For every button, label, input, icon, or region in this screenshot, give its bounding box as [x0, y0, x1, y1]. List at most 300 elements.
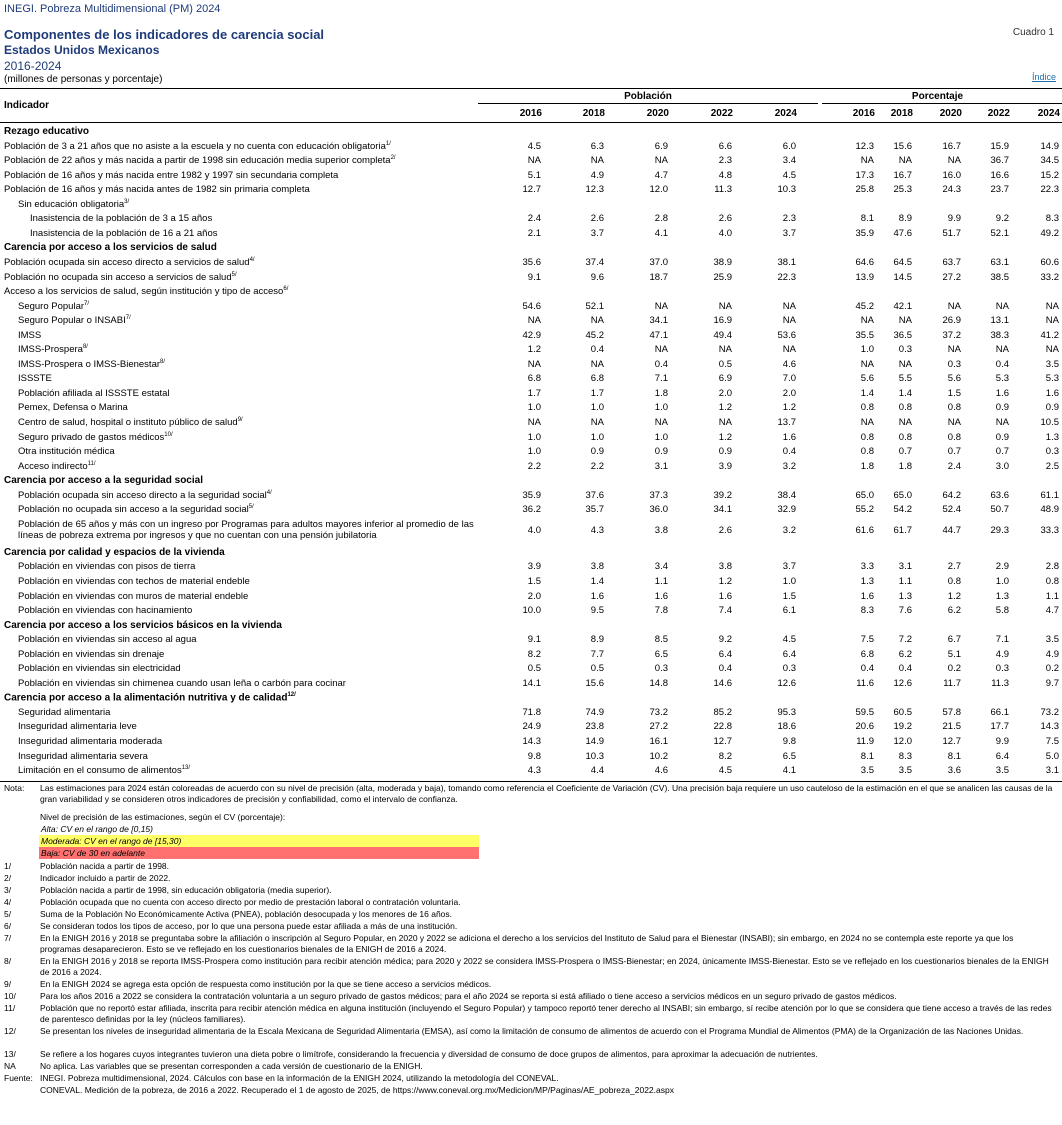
poblacion-value: 11.3	[714, 184, 732, 196]
porcentaje-value: 1.0	[860, 344, 874, 356]
poblacion-value: 27.2	[649, 721, 668, 733]
poblacion-value: 9.8	[782, 736, 796, 747]
poblacion-value: 23.8	[585, 721, 604, 733]
poblacion-value: 4.0	[527, 524, 541, 536]
porcentaje-value: 11.7	[943, 677, 961, 689]
poblacion-value: 22.3	[777, 271, 796, 283]
poblacion-value: 13.7	[777, 417, 796, 428]
indicator-text: Población afiliada al ISSSTE estatal	[18, 387, 170, 399]
indicator-label	[18, 388, 170, 399]
indicator-label	[18, 605, 192, 616]
poblacion-value: 7.7	[590, 648, 604, 660]
footnote-ref: 4/	[249, 256, 255, 263]
poblacion-value: 16.9	[713, 315, 732, 327]
porcentaje-value: 0.2	[947, 663, 961, 675]
porcentaje-value: 0.8	[860, 446, 874, 458]
porcentaje-value: 16.7	[893, 169, 912, 181]
poblacion-value: 3.4	[782, 155, 796, 167]
porcentaje-value: 2.5	[1045, 460, 1059, 472]
poblacion-value: 6.5	[654, 648, 668, 660]
table-row	[0, 663, 1062, 678]
indicator-text: Población ocupada sin acceso directo a servicios de salud	[4, 257, 250, 269]
poblacion-value: 10.0	[522, 605, 541, 617]
section-label	[4, 475, 203, 486]
porcentaje-value: 8.9	[898, 213, 912, 225]
poblacion-value: 1.5	[527, 575, 541, 587]
porcentaje-value: 1.0	[995, 575, 1009, 587]
indicator-label	[4, 155, 396, 166]
indicator-label	[18, 519, 480, 541]
poblacion-value: 1.0	[527, 402, 541, 414]
indicator-text: Población de 16 años y más nacida antes de 1982 sin primaria completa	[4, 184, 310, 196]
porcentaje-value: 0.8	[898, 402, 912, 414]
group-header-poblacion: Población	[624, 91, 672, 102]
table-row	[0, 519, 1062, 545]
indicator-label	[18, 678, 346, 689]
porcentaje-value: 0.8	[947, 575, 961, 587]
porcentaje-value: 14.5	[893, 271, 912, 283]
note-key: 3/	[4, 884, 12, 895]
porcentaje-value: 64.6	[855, 256, 874, 268]
indicator-text: Inseguridad alimentaria moderada	[18, 736, 163, 747]
porcentaje-value: 6.2	[947, 605, 961, 617]
porcentaje-value: 60.6	[1040, 256, 1059, 268]
table-row	[0, 504, 1062, 519]
poblacion-value: 9.1	[527, 271, 541, 283]
porcentaje-value: 65.0	[893, 489, 912, 501]
indicator-label	[18, 634, 197, 645]
poblacion-value: 1.6	[590, 590, 604, 602]
porcentaje-value: 1.3	[898, 590, 912, 602]
note-text: CONEVAL. Medición de la pobreza, de 2016 a 2022. Recuperado el 1 de agosto de 2025, de https://www.coneval.org.mx/Medicion/MP/Paginas/AE_pobreza_2022.aspx	[40, 1084, 674, 1095]
porcentaje-value: 5.0	[1045, 750, 1059, 762]
poblacion-value: 1.0	[590, 431, 604, 443]
poblacion-value: 4.6	[782, 358, 796, 370]
poblacion-value: 15.6	[585, 677, 604, 689]
porcentaje-value: NA	[860, 417, 874, 428]
poblacion-value: 8.2	[527, 648, 541, 660]
porcentaje-value: 12.3	[855, 140, 874, 152]
indicator-text: Población de 3 a 21 años que no asiste a la escuela y no cuenta con educación obligatoria	[4, 140, 386, 152]
poblacion-value: 3.2	[782, 524, 796, 536]
poblacion-value: 1.8	[654, 387, 668, 399]
porcentaje-value: 3.5	[995, 765, 1009, 777]
indicator-text: Inseguridad alimentaria severa	[18, 750, 148, 762]
indicator-label	[18, 373, 52, 384]
poblacion-value: NA	[527, 155, 541, 167]
section-header-row	[0, 126, 1062, 141]
indicator-text: Acceso a los servicios de salud, según institución y tipo de acceso	[4, 286, 284, 298]
porcentaje-value: 38.5	[990, 271, 1009, 283]
table-row	[0, 751, 1062, 766]
porcentaje-value: 19.2	[893, 721, 912, 733]
poblacion-value: 0.4	[718, 663, 732, 675]
porcentaje-value: 5.6	[947, 373, 961, 385]
poblacion-value: 2.3	[782, 213, 796, 225]
table-row	[0, 301, 1062, 316]
porcentaje-value: 1.1	[1045, 590, 1059, 602]
table-row	[0, 315, 1062, 330]
poblacion-value: NA	[590, 315, 604, 327]
poblacion-value: 22.8	[713, 721, 732, 733]
table-row	[0, 634, 1062, 649]
poblacion-value: 6.9	[718, 373, 732, 385]
note-key: 6/	[4, 920, 12, 931]
poblacion-value: 7.1	[654, 373, 668, 385]
note-text: Indicador incluido a partir de 2022.	[40, 872, 171, 883]
porcentaje-value: NA	[1045, 344, 1059, 356]
poblacion-value: 1.6	[654, 590, 668, 602]
porcentaje-value: 2.4	[947, 460, 961, 472]
porcentaje-value: 44.7	[942, 524, 961, 536]
poblacion-value: 9.6	[590, 271, 604, 283]
porcentaje-value: 54.2	[893, 504, 912, 516]
poblacion-value: 7.0	[782, 373, 796, 385]
section-label	[4, 547, 225, 558]
porcentaje-value: 60.5	[893, 706, 912, 718]
section-label	[4, 620, 282, 631]
indicator-text: Acceso indirecto	[18, 460, 88, 472]
poblacion-value: 47.1	[649, 329, 668, 341]
indicator-text: Población en viviendas sin drenaje	[18, 648, 165, 660]
indicator-label	[18, 707, 110, 718]
poblacion-value: 2.8	[654, 213, 668, 225]
poblacion-value: 32.9	[777, 504, 796, 516]
poblacion-value: 14.9	[585, 736, 604, 747]
note-key: 8/	[4, 955, 12, 966]
poblacion-value: 4.1	[654, 227, 668, 239]
porcentaje-value: 8.3	[1045, 213, 1059, 225]
poblacion-value: 10.3	[777, 184, 796, 196]
poblacion-value: 4.5	[782, 169, 796, 181]
poblacion-value: 14.8	[649, 677, 668, 689]
poblacion-value: 6.3	[590, 140, 604, 152]
porcentaje-value: NA	[1045, 315, 1059, 327]
poblacion-value: 73.2	[649, 706, 668, 718]
poblacion-value: NA	[527, 315, 541, 327]
table-row	[0, 576, 1062, 591]
note-key: Nota:	[4, 782, 25, 793]
indicator-text: Rezago educativo	[4, 126, 90, 137]
poblacion-value: 37.3	[649, 489, 668, 501]
poblacion-value: NA	[527, 358, 541, 370]
poblacion-value: 0.3	[782, 663, 796, 675]
indicator-text: Centro de salud, hospital o instituto público de salud	[18, 417, 238, 429]
table-row	[0, 344, 1062, 359]
poblacion-value: 8.5	[654, 634, 668, 646]
porcentaje-value: 1.6	[995, 387, 1009, 399]
porcentaje-value: 9.7	[1045, 677, 1059, 689]
poblacion-value: 3.2	[782, 460, 796, 472]
porcentaje-value: NA	[860, 155, 874, 167]
poblacion-value: 0.9	[718, 446, 732, 458]
porcentaje-value: 52.4	[942, 504, 961, 516]
porcentaje-value: 66.1	[990, 706, 1009, 718]
note-text: Población ocupada que no cuenta con acceso directo por medio de prestación laboral o contratación voluntaria.	[40, 896, 461, 907]
porcentaje-value: 16.0	[942, 169, 961, 181]
indicator-text: Otra institución médica	[18, 446, 115, 458]
porcentaje-value: 35.5	[855, 329, 874, 341]
porcentaje-value: 0.4	[898, 663, 912, 675]
poblacion-value: 14.1	[522, 677, 541, 689]
indicator-label	[18, 359, 165, 370]
indicator-label	[18, 402, 128, 413]
poblacion-value: 38.1	[777, 256, 796, 268]
poblacion-value: NA	[718, 344, 732, 356]
poblacion-value: 2.6	[718, 524, 732, 536]
porcentaje-value: 45.2	[855, 300, 874, 312]
porcentaje-value: 61.7	[893, 524, 912, 536]
porcentaje-value: 8.1	[860, 750, 874, 762]
poblacion-value: 37.6	[585, 489, 604, 501]
indicator-label	[18, 649, 164, 660]
year-header-poblacion: 2024	[774, 108, 797, 119]
porcentaje-value: 7.5	[860, 634, 874, 646]
porcentaje-value: 0.9	[1045, 402, 1059, 414]
note-key: 12/	[4, 1025, 16, 1036]
table-row	[0, 490, 1062, 505]
table-row	[0, 402, 1062, 417]
poblacion-value: 3.8	[654, 524, 668, 536]
table-row	[0, 373, 1062, 388]
porcentaje-value: 48.9	[1040, 504, 1059, 516]
poblacion-value: 8.2	[718, 750, 732, 762]
indicator-label	[18, 561, 195, 572]
indicator-text: Población en viviendas con pisos de tierra	[18, 561, 196, 573]
poblacion-value: 1.0	[782, 575, 796, 587]
porcentaje-value: 33.3	[1040, 524, 1059, 536]
porcentaje-value: 1.3	[1045, 431, 1059, 443]
poblacion-value: 0.4	[590, 344, 604, 356]
indicator-label	[18, 344, 88, 355]
poblacion-value: 4.7	[654, 169, 668, 181]
porcentaje-value: 47.6	[893, 227, 912, 239]
table-row	[0, 330, 1062, 345]
poblacion-value: 6.4	[782, 648, 796, 660]
note-text: Se presentan los niveles de inseguridad alimentaria de la Escala Mexicana de Seguridad Alimentaria (EMSA), así como la limitación de consumo de alimentos de acuerdo con el Programa Mundial de Alimentos (PMA) de la Organización de las Naciones Unidas.	[40, 1025, 1024, 1036]
poblacion-value: 1.0	[654, 402, 668, 414]
porcentaje-value: 8.3	[860, 605, 874, 617]
note-text: Población nacida a partir de 1998, sin educación obligatoria (media superior).	[40, 884, 332, 895]
poblacion-value: 4.1	[782, 765, 796, 777]
table-row	[0, 605, 1062, 620]
poblacion-value: 37.4	[585, 256, 604, 268]
poblacion-value: 2.6	[590, 213, 604, 225]
poblacion-value: 7.4	[718, 605, 732, 617]
porcentaje-value: 1.3	[860, 575, 874, 587]
indicator-text: Carencia por acceso a la alimentación nutritiva y de calidad	[4, 692, 288, 704]
poblacion-value: 1.2	[782, 402, 796, 414]
porcentaje-value: 41.2	[1040, 329, 1059, 341]
porcentaje-value: 1.5	[947, 387, 961, 399]
table-row	[0, 707, 1062, 722]
indicator-label	[30, 228, 218, 239]
poblacion-value: 0.5	[718, 358, 732, 370]
porcentaje-value: 27.2	[942, 271, 961, 283]
porcentaje-value: 6.4	[995, 750, 1009, 762]
indicator-label	[18, 751, 148, 762]
table-row	[0, 359, 1062, 374]
poblacion-value: 1.0	[527, 431, 541, 443]
porcentaje-value: 24.3	[942, 184, 961, 196]
poblacion-value: 6.5	[782, 750, 796, 762]
porcentaje-value: NA	[898, 358, 912, 370]
poblacion-value: 0.5	[590, 663, 604, 675]
poblacion-value: 4.6	[654, 765, 668, 777]
indicator-text: Seguro Popular	[18, 300, 85, 312]
poblacion-value: NA	[782, 344, 796, 356]
porcentaje-value: 1.3	[995, 590, 1009, 602]
year-header-porcentaje: 2020	[939, 108, 962, 119]
indicator-text: Carencia por acceso a la seguridad social	[4, 475, 203, 487]
poblacion-value: 85.2	[713, 706, 732, 718]
indicator-label	[4, 141, 391, 152]
poblacion-value: NA	[590, 358, 604, 370]
poblacion-value: 6.8	[527, 373, 541, 385]
source-label: INEGI. Pobreza Multidimensional (PM) 2024	[4, 3, 221, 15]
poblacion-value: 2.0	[782, 387, 796, 399]
poblacion-value: 4.8	[718, 169, 732, 181]
porcentaje-value: 73.2	[1040, 706, 1059, 718]
porcentaje-value: 0.7	[947, 446, 961, 458]
note-key: Fuente:	[4, 1072, 33, 1083]
poblacion-value: 6.1	[782, 605, 796, 617]
table-row	[0, 213, 1062, 228]
porcentaje-value: 2.9	[995, 561, 1009, 573]
footnote-ref: 12/	[287, 692, 296, 699]
porcentaje-value: 3.5	[898, 765, 912, 777]
poblacion-value: 36.0	[649, 504, 668, 516]
porcentaje-value: 26.9	[942, 315, 961, 327]
porcentaje-value: 59.5	[855, 706, 874, 718]
table-row	[0, 272, 1062, 287]
poblacion-value: 10.2	[649, 750, 668, 762]
poblacion-value: 34.1	[713, 504, 732, 516]
porcentaje-value: 37.2	[942, 329, 961, 341]
porcentaje-value: 23.7	[990, 184, 1009, 196]
porcentaje-value: NA	[947, 155, 961, 167]
section-header-row	[0, 547, 1062, 562]
porcentaje-value: 6.2	[898, 648, 912, 660]
porcentaje-value: 3.5	[860, 765, 874, 777]
poblacion-value: 2.2	[590, 460, 604, 472]
poblacion-value: NA	[654, 344, 668, 356]
indicator-text: Población en viviendas sin chimenea cuando usan leña o carbón para cocinar	[18, 677, 346, 689]
porcentaje-value: 57.8	[942, 706, 961, 718]
porcentaje-value: 63.6	[990, 489, 1009, 501]
footnote-ref: 2/	[390, 155, 396, 162]
note-key: 2/	[4, 872, 12, 883]
indicator-label	[4, 184, 310, 195]
footnote-ref: 7/	[125, 315, 131, 322]
indicator-text: Población en viviendas con techos de material endeble	[18, 575, 250, 587]
note-text: Se consideran todos los tipos de acceso, por lo que una persona puede estar afiliada a más de una institución.	[40, 920, 458, 931]
porcentaje-value: 0.3	[995, 663, 1009, 675]
poblacion-value: 4.5	[718, 765, 732, 777]
porcentaje-value: 55.2	[855, 504, 874, 516]
porcentaje-value: 38.3	[990, 329, 1009, 341]
porcentaje-value: NA	[995, 300, 1009, 312]
porcentaje-value: 13.9	[855, 271, 874, 283]
poblacion-value: 5.1	[527, 169, 541, 181]
page-title: Componentes de los indicadores de carencia social	[4, 27, 325, 42]
footnote-ref: 6/	[283, 286, 289, 293]
indicator-text: Población no ocupada sin acceso a servicios de salud	[4, 271, 232, 283]
poblacion-value: 0.9	[590, 446, 604, 458]
porcentaje-value: 11.6	[856, 677, 874, 689]
poblacion-value: 2.0	[718, 387, 732, 399]
poblacion-value: 3.8	[718, 561, 732, 573]
porcentaje-value: 50.7	[990, 504, 1009, 516]
poblacion-value: 35.7	[585, 504, 604, 516]
porcentaje-value: 4.7	[1045, 605, 1059, 617]
poblacion-value: 38.9	[713, 256, 732, 268]
indicator-label	[4, 272, 237, 283]
index-link[interactable]: Índice	[1031, 72, 1056, 82]
poblacion-value: 3.7	[590, 227, 604, 239]
indicator-text: Inasistencia de la población de 3 a 15 años	[30, 213, 213, 225]
indicator-text: Limitación en el consumo de alimentos	[18, 765, 182, 777]
porcentaje-value: 4.9	[1045, 648, 1059, 660]
porcentaje-value: 25.3	[893, 184, 912, 196]
poblacion-value: 0.3	[654, 663, 668, 675]
porcentaje-value: 65.0	[855, 489, 874, 501]
poblacion-value: NA	[782, 315, 796, 327]
indicator-text: Población en viviendas con muros de material endeble	[18, 590, 249, 602]
porcentaje-value: 5.6	[860, 373, 874, 385]
porcentaje-value: 17.3	[855, 169, 874, 181]
note-key: 4/	[4, 896, 12, 907]
year-header-poblacion: 2016	[519, 108, 542, 119]
porcentaje-value: 5.3	[1045, 373, 1059, 385]
poblacion-value: NA	[782, 300, 796, 312]
poblacion-value: 3.1	[654, 460, 668, 472]
poblacion-value: 9.2	[718, 634, 732, 646]
poblacion-value: 0.5	[527, 663, 541, 675]
indicator-label	[18, 432, 173, 443]
indicator-text: Población en viviendas con hacinamiento	[18, 605, 193, 617]
porcentaje-value: 0.7	[995, 446, 1009, 458]
table-row	[0, 170, 1062, 185]
poblacion-value: 2.4	[527, 213, 541, 225]
footnote-ref: 9/	[237, 417, 243, 423]
porcentaje-value: 33.2	[1040, 271, 1059, 283]
poblacion-value: 6.4	[718, 648, 732, 660]
poblacion-value: 12.6	[777, 677, 796, 689]
porcentaje-value: 7.2	[898, 634, 912, 646]
porcentaje-value: NA	[947, 300, 961, 312]
porcentaje-value: NA	[898, 315, 912, 327]
note-key: NA	[4, 1060, 16, 1071]
poblacion-value: 1.0	[590, 402, 604, 414]
porcentaje-value: 10.5	[1040, 417, 1059, 428]
porcentaje-value: 8.1	[947, 750, 961, 762]
porcentaje-value: 3.0	[995, 460, 1009, 472]
poblacion-value: NA	[654, 417, 668, 428]
poblacion-value: NA	[718, 417, 732, 428]
porcentaje-value: 3.5	[1045, 358, 1059, 370]
note-key: 1/	[4, 860, 12, 871]
note-text: Para los años 2016 a 2022 se considera la contratación voluntaria a un seguro privado de gastos médicos; para el año 2024 se reporta si está afiliado o tiene acceso a servicios médicos en un seguro privado de gastos médicos.	[40, 990, 897, 1001]
poblacion-value: 39.2	[713, 489, 732, 501]
legend-moderada: Moderada: CV en el rango de [15,30)	[39, 835, 479, 847]
porcentaje-value: 0.3	[1045, 446, 1059, 458]
footnote-ref: 11/	[87, 460, 96, 467]
indicator-text: Carencia por acceso a los servicios básicos en la vivienda	[4, 619, 282, 631]
porcentaje-value: 1.4	[860, 387, 874, 399]
poblacion-value: NA	[718, 300, 732, 312]
indicator-label	[18, 721, 137, 732]
